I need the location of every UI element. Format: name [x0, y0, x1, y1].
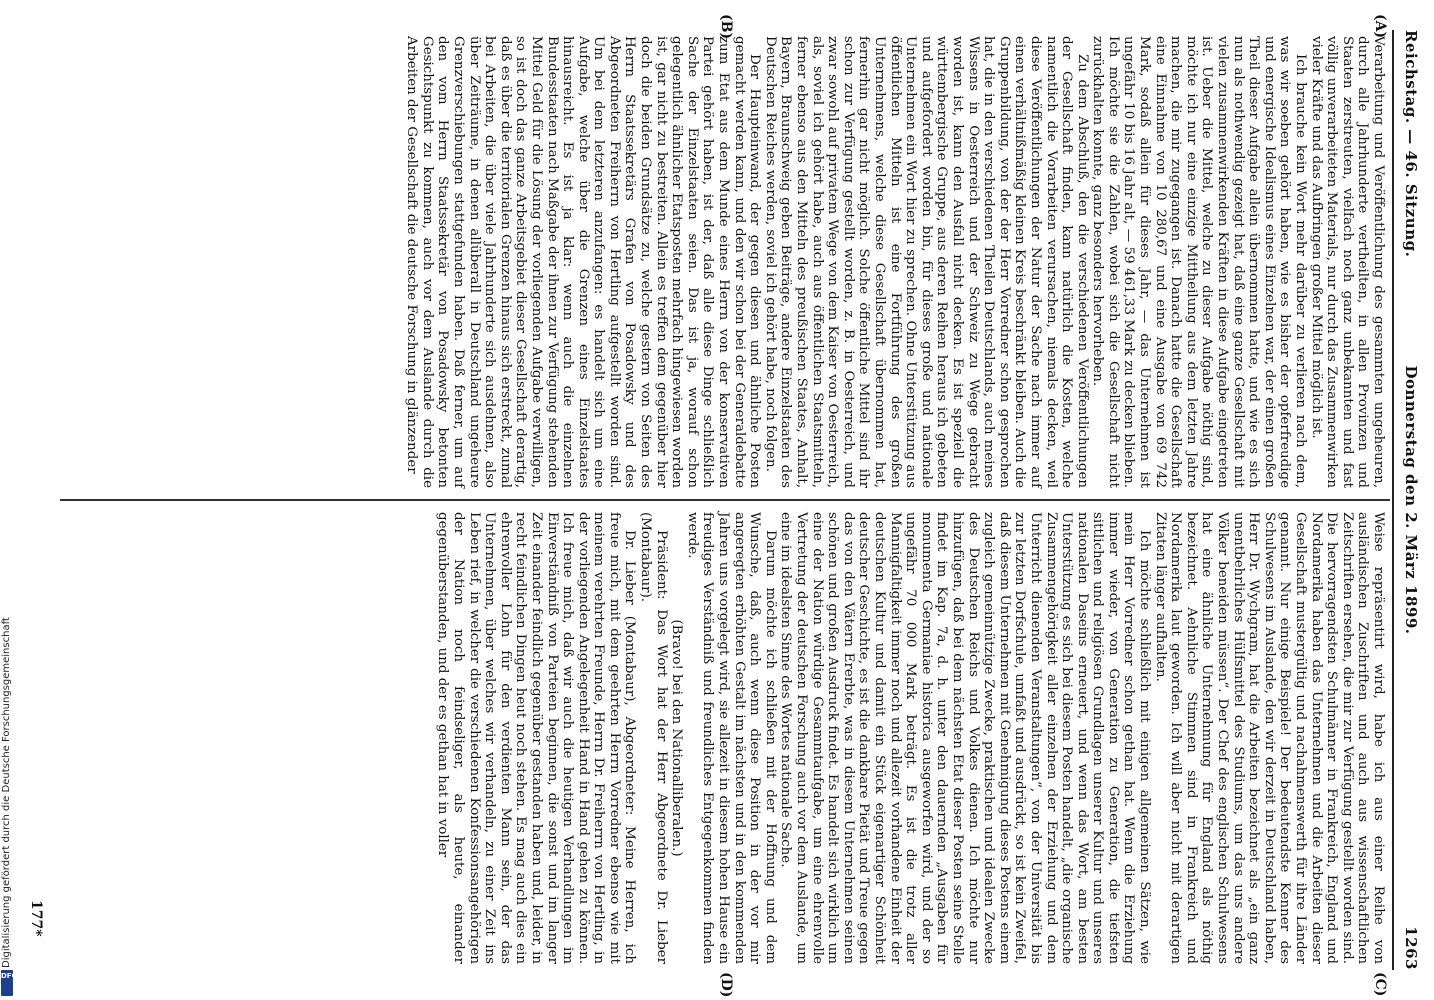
paragraph: Zu dem Abschluß, den die verschiedenen Veröffentlichungen der Gesellschaft finden, kann natürlich die Kosten, welche namentlich die Vorarbeiten verursachen, niemals decken, weil diese Veröffentlichungen der Natur der Sache nach immer auf einen verhältnißmäßig kleinen Kreis beschränkt bleiben. Auch die Gruppenbildung, von der der Herr Vorredner schon gesprochen hat, die in den verschiedenen Theilen Deutschlands, auch meines Wissens in Oesterreich und der Schweiz zu Wege gebracht worden ist, kann den Ausfall nicht decken. Es ist speziell die württembergische Gruppe, aus deren Reihen heraus ich gebeten und aufgefordert worden bin, für dieses große und nationale Unternehmen ein Wort hier zu sprechen. Ohne Unterstützung aus öffentlichen Mitteln ist eine Fortführung des großen Unternehmens, welche diese Gesellschaft übernommen hat, fernerhin gar nicht möglich. Solche öffentliche Mittel sind ihr schon zur Verfügung gestellt worden, z. B. in Oesterreich, und zwar sowohl auf privatem Wege von dem Kaiser von Oesterreich, als, soviel ich gehört habe, auch aus öffentlichen Staatsmitteln, ferner ebenso aus den Mitteln des preußischen Staates, Anhalt, Bayern, Braunschweig geben Beiträge, andere Einzelstaaten des Deutschen Reiches werden, soviel ich gehört habe, noch folgen. — [762, 36, 1090, 488]
applause-note: (Bravo! bei den Nationalliberalen.) — [669, 619, 685, 857]
digitization-footer — [0, 0, 18, 1000]
running-head — [1396, 30, 1420, 970]
margin-marker-b: (B) — [718, 14, 734, 40]
paragraph: Ich brauche kein Wort mehr darüber zu verlieren nach dem, was wir soeben gehört haben, wie es bisher der opferfreudige und energische Idealismus eines Einzelnen war, der einen großen Theil dieser Aufgabe allein übernommen hatte, und wie es sich nun als nothwendig gezeigt hat, daß eine ganze Gesellschaft mit vielen zusammenwirkenden Kräften in diese Aufgabe eingetreten ist. Ueber die Mittel, welche zu dieser Aufgabe nöthig sind, möchte ich nur eine einzige Mittheilung aus dem letzten Jahre machen, die mir zugegangen ist. Danach hatte die Gesellschaft eine Einnahme von 10 280,67 und eine Ausgabe von 69 742 Mark, sodaß allein für dieses Jahr, — das Unternehmen ist ungefähr 10 bis 16 Jahr alt, — 59 461,33 Mark zu decken blieben. Ich möchte sie die Zahlen, wobei sich die Gesellschaft nicht zurückhalten konnte, ganz besonders hervorheben. — [1090, 36, 1309, 488]
right-column — [435, 512, 1386, 964]
running-head-date: Donnerstag den 2. März 1899. — [1402, 365, 1420, 635]
header-rule — [1392, 30, 1394, 970]
left-column — [404, 36, 1386, 488]
dfg-logo-text: DFG — [1, 972, 18, 980]
margin-marker-a: (A) — [1372, 14, 1388, 39]
speaker-paragraph: Dr. Lieber (Montabaur), Abgeordneter: Meine Herren, ich freue mich, mit dem geehrten Herrn Vorredner ebenso wie mit meinem verehrten Freunde, Herrn Dr. Freiherrn von Hertling, in der vorliegenden Angelegenheit Hand in Hand gehen zu können. Ich freue mich, daß wir auch die heutigen Verhandlungen im Einverständniß von Parteien beginnen, die sonst und im langer Zeit einander feindlich gegenüber gestanden haben und, leider, in recht feindlichen Dingen heut noch stehen. Es mag auch dies ein ehrenvoller Lohn für den verdienten Mann sein, der das Unternehmen, über welches wir verhandeln, zu einer Zeit ins Leben rief, in welcher die verschiedenen Konfessionsangehörigen der Nation noch feindseliger, als heute, einander gegenüberstanden, und der es gethan hat in voller — [435, 512, 638, 964]
margin-marker-d: (D) — [718, 972, 734, 998]
paragraph: Ich möchte schließlich mit einigen allgemeinen Sätzen, wie mein Herr Vorredner schon gethan hat. Wenn die Erziehung immer wieder, von Generation zu Generation, die tiefsten sittlichen und religiösen Grundlagen unserer Kultur und unseres nationalen Daseins erneuert, und wenn das Wort, am besten Unterstützung es sich bei diesem Posten handelt, „die organische Zusammengehörigkeit aller einzelnen der Erziehung und dem Unterricht dienenden Veranstaltungen“, von der Universität bis zur letzten Dorfschule, umfaßt und ausdrückt, so ist kein Zweifel, daß diesem Unternehmen mit Genehmigung dieses Postens einem zugleich gemeinnützige Zwecke, praktischen und idealen Zwecke des Deutschen Reichs und Volkes dienen. Ich möchte nur hinzufügen, daß bei dem nächsten Etat dieser Posten seine Stelle findet im Kap. 7a, d. h. unter den dauernden „Ausgaben für monumenta Germaniae historica ausgeworfen wird, und der so ungefähr 70 000 Mark beträgt. Es ist die trotz aller Mannigfaltigkeit immer noch und allezeit vorhandene Einheit der deutschen Kultur und damit ein Stück eigenartiger Schönheit deutscher Geschichte, es ist die dankbare Pietät und Treue gegen das von den Vätern Ererbte, was in diesem Unternehmen seinen schönen und großen Ausdruck findet. Es handelt sich wirklich um eine der Nation würdige Gesammtaufgabe, um eine ehrenvolle Vertretung der deutschen Forschung auch vor dem Auslande, um eine im idealsten Sinne des Wortes nationale Sache. — [778, 512, 1153, 964]
president-line: Präsident: Das Wort hat der Herr Abgeordnete Dr. Lieber (Montabaur). — [638, 512, 669, 964]
paragraph: Weise repräsentirt wird, habe ich aus einer Reihe von ausländischen Zuschriften und auch aus wissenschaftlichen Zeitschriften ersehen, die mir zur Verfügung gestellt worden sind. Die hervorragendsten Schulmänner in Frankreich, England und Nordamerika haben das Unternehmen und die Arbeiten dieser Gesellschaft mustergültig und nachahmenswerth für ihre Länder genannt. Nur einige Beispiele! Der bedeutendste Kenner des Schulwesens im Auslande, den wir derzeit in Deutschland haben, Herr Dr. Wychgram, hat die Arbeiten bezeichnet als „ein ganz unentbehrliches Hülfsmittel des Studiums, um das uns andere Völker beneiden müssen“. Der Chef des englischen Schulwesens hat eine ähnliche Unternehmung für England als nöthig bezeichnet. Aehnliche Stimmen sind in Frankreich und Nordamerika laut geworden. Ich will aber nicht mit derartigen Zitaten länger aufhalten. — [1152, 512, 1386, 964]
page-number: 1263 — [1402, 926, 1420, 970]
paragraph: Verarbeitung und Veröffentlichung des gesammten ungeheuren, durch alle Jahrhunderte vertheilten, in allen Provinzen und Staaten zerstreuten, vielfach noch ganz unbekannten und fast völlig unverarbeiteten Materials, nur durch das Zusammenwirken vieler Kräfte und das Aufbringen großer Mittel möglich ist. — [1308, 36, 1386, 488]
running-head-left: Reichstag. — 46. Sitzung. — [1402, 30, 1420, 258]
paragraph: Darum möchte ich schließen mit der Hoffnung und dem Wunsche, daß, auch wenn diese Position in der vor mir angeregten erhöhten Gestalt im nächsten und in den kommenden Jahren uns vorgelegt wird, sie allezeit in diesem hohen Hause ein freudiges Verständniß und freundliches Entgegenkommen finden werde. — [684, 512, 778, 964]
margin-marker-c: (C) — [1372, 972, 1388, 997]
column-divider — [60, 499, 1390, 501]
funding-credit: Digitalisierung gefördert durch die Deutsche Forschungsgemeinschaft — [1, 617, 12, 968]
paragraph: Der Haupteinwand, der gegen diesen und ähnliche Posten gemacht werden kann, und den wir schon bei der Generaldebatte zum Etat aus dem Munde eines Herrn von der konservativen Partei gehört haben, ist der, daß alle diese Dinge schließlich Sache der Einzelstaaten seien. Das ist ja, worauf schon gelegentlich ähnlicher Etatsposten mehrfach hingewiesen worden ist, gar nicht zu bestreiten. Allein es treffen dem gegenüber hier doch die beiden Grundsätze zu, welche gestern von Seiten des Herrn Staatssekretärs Grafen von Posadowsky und des Abgeordneten Freiherrn von Hertling aufgestellt worden sind. Um bei dem letzteren anzufangen: es handelt sich um eine Aufgabe, welche über die Grenzen eines Einzelstaates hinausreicht. Es ist ja klar: wenn auch die einzelnen Bundesstaaten nach Maßgabe der ihnen zur Verfügung stehenden Mittel Geld für die Lösung der vorliegenden Aufgabe verwilligen, so ist doch das ganze Arbeitsgebiet dieser Gesellschaft derartig, daß es über die territorialen Grenzen hinaus sich erstreckt, zumal bei Arbeiten, die über viele Jahrhunderte sich ausdehnen, also über Zeiträume, in denen allüberall in Deutschland ungeheure Grenzverschiebungen stattgefunden haben. Daß ferner, um auf den vom Herrn Staatssekretär von Posadowsky betonten Gesichtspunkt zu kommen, auch vor dem Auslande durch die Arbeiten der Gesellschaft die deutsche Forschung in glänzender — [404, 36, 763, 488]
dfg-logo — [1, 970, 18, 996]
page-signature: 177* — [28, 900, 44, 937]
